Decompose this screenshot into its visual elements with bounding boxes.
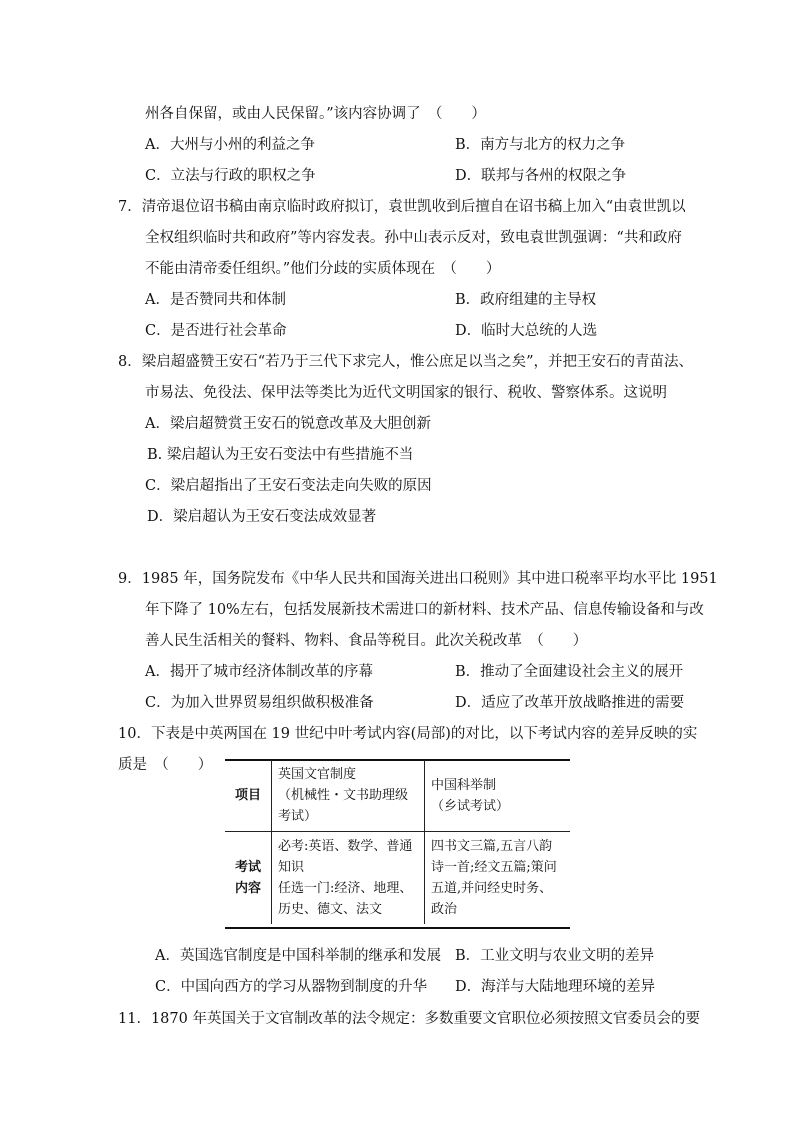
q8-option-a: A．梁启超赞赏王安石的锐意改革及大胆创新 bbox=[145, 416, 431, 432]
q10-option-b: B．工业文明与农业文明的差异 bbox=[455, 948, 655, 964]
q6-option-a: A．大州与小州的利益之争 bbox=[145, 137, 315, 153]
header-item-cell bbox=[225, 760, 272, 832]
q7-option-a: A．是否赞同共和体制 bbox=[145, 292, 286, 308]
q10-option-a: A．英国选官制度是中国科举制的继承和发展 bbox=[155, 948, 441, 964]
q7-stem-line2: 全权组织临时共和政府”等内容发表。孙中山表示反对，致电袁世凯强调：“共和政府 bbox=[145, 230, 682, 246]
header-cn-line: （乡试考试） bbox=[431, 798, 510, 814]
header-uk-line: 英国文官制度 bbox=[278, 767, 357, 782]
q7-option-d: D．临时大总统的人选 bbox=[455, 323, 598, 339]
content-cn-line: 五道,并问经史时务、 bbox=[431, 881, 553, 896]
content-uk-line: 历史、德文、法文 bbox=[278, 902, 383, 917]
q7-stem-line1: 7．清帝退位诏书稿由南京临时政府拟订，袁世凯收到后擅自在诏书稿上加入“由袁世凯以 bbox=[118, 199, 686, 215]
q9-stem-line2: 年下降了 10%左右，包括发展新技术需进口的新材料、技术产品、信息传输设备和与改 bbox=[145, 602, 704, 618]
header-uk-line: 考试） bbox=[278, 809, 318, 824]
q11-stem-line1: 11．1870 年英国关于文官制改革的法令规定：多数重要文官职位必须按照文官委员会的要 bbox=[118, 1011, 700, 1027]
table-bottom-rule bbox=[225, 927, 570, 929]
content-label-cell bbox=[225, 832, 272, 925]
content-label-line: 内容 bbox=[234, 881, 261, 896]
q9-option-d: D．适应了改革开放战略推进的需要 bbox=[455, 695, 685, 711]
header-cn-line: 中国科举制 bbox=[431, 777, 497, 793]
q10-stem-line2: 质是 （ ） bbox=[118, 757, 213, 773]
q10-option-c: C．中国向西方的学习从器物到制度的升华 bbox=[155, 979, 428, 995]
q8-stem-line1: 8．梁启超盛赞王安石“若乃于三代下求完人，惟公庶足以当之矣”，并把王安石的青苗法、 bbox=[118, 354, 694, 370]
table-header-row bbox=[225, 760, 570, 832]
content-uk-line: 必考:英语、数学、普通 bbox=[278, 839, 413, 854]
q7-option-b: B．政府组建的主导权 bbox=[455, 292, 597, 308]
content-cn-line: 政治 bbox=[431, 902, 458, 917]
content-uk-line: 任选一门:经济、地理、 bbox=[278, 881, 413, 896]
q8-stem-line2: 市易法、免役法、保甲法等类比为近代文明国家的银行、税收、警察体系。这说明 bbox=[145, 385, 667, 401]
content-cn-line: 四书文三篇,五言八韵 bbox=[431, 839, 553, 854]
q6-stem-tail: 州各自保留，或由人民保留。”该内容协调了 （ ） bbox=[145, 106, 486, 122]
q6-option-d: D．联邦与各州的权限之争 bbox=[455, 168, 627, 184]
q7-option-c: C．是否进行社会革命 bbox=[145, 323, 287, 339]
q9-option-c: C．为加入世界贸易组织做积极准备 bbox=[145, 695, 374, 711]
table-content-row bbox=[225, 832, 570, 925]
q6-option-b: B．南方与北方的权力之争 bbox=[455, 137, 626, 153]
q9-stem-line1: 9．1985 年，国务院发布《中华人民共和国海关进出口税则》其中进口税率平均水平比 1951 bbox=[118, 571, 718, 587]
content-label-line: 考试 bbox=[234, 860, 261, 875]
header-uk-line: （机械性・文书助理级 bbox=[278, 788, 409, 803]
q9-option-a: A．揭开了城市经济体制改革的序幕 bbox=[145, 664, 373, 680]
q8-option-d: D．梁启超认为王安石变法成效显著 bbox=[147, 509, 377, 525]
q8-option-c: C．梁启超指出了王安石变法走向失败的原因 bbox=[145, 478, 432, 494]
comparison-table bbox=[225, 760, 570, 924]
q9-option-b: B．推动了全面建设社会主义的展开 bbox=[455, 664, 684, 680]
header-cn-cell bbox=[425, 760, 571, 832]
q8-option-b: B. 梁启超认为王安石变法中有些措施不当 bbox=[147, 447, 414, 463]
content-cn-cell bbox=[425, 832, 571, 925]
content-cn-line: 诗一首;经文五篇;策问 bbox=[431, 860, 557, 875]
q10-option-d: D．海洋与大陆地理环境的差异 bbox=[455, 979, 656, 995]
q10-stem-line1: 10．下表是中英两国在 19 世纪中叶考试内容(局部)的对比，以下考试内容的差异反映的实 bbox=[118, 726, 698, 742]
q6-option-c: C．立法与行政的职权之争 bbox=[145, 168, 316, 184]
header-item-label: 项目 bbox=[234, 788, 261, 803]
content-uk-line: 知识 bbox=[278, 860, 305, 875]
q9-stem-line3: 善人民生活相关的餐料、物料、食品等税目。此次关税改革 （ ） bbox=[145, 633, 588, 649]
q7-stem-line3: 不能由清帝委任组织。”他们分歧的实质体现在 （ ） bbox=[145, 261, 501, 277]
content-uk-cell bbox=[272, 832, 425, 925]
header-uk-cell bbox=[272, 760, 425, 832]
